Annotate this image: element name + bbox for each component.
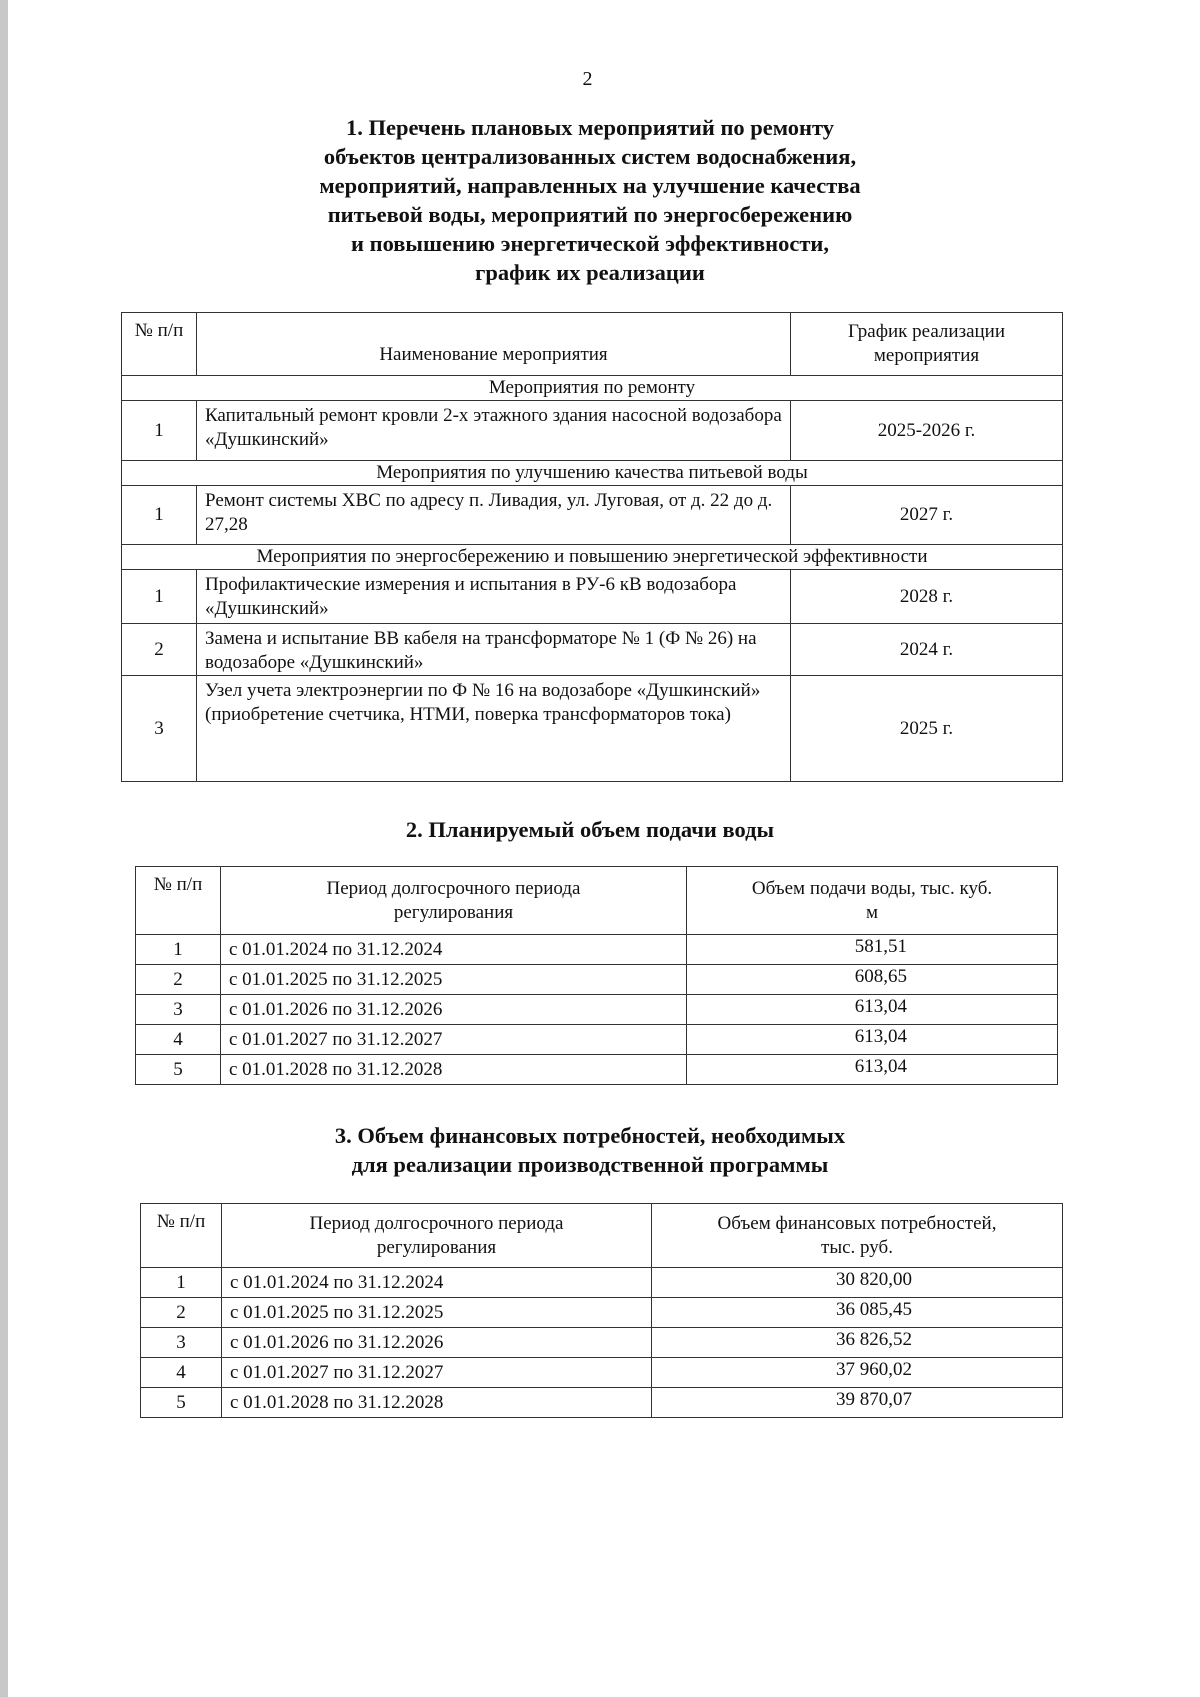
schedule: 2025 г. [791,676,1063,782]
value: 613,04 [687,1055,1058,1085]
row-number: 5 [136,1055,221,1085]
column-header: № п/п [141,1204,222,1268]
period: с 01.01.2028 по 31.12.2028 [222,1388,652,1418]
table-row [136,1055,1058,1085]
table-row [136,995,1058,1025]
row-number: 1 [136,935,221,965]
period: с 01.01.2027 по 31.12.2027 [222,1358,652,1388]
activity-name: Узел учета электроэнергии по Ф № 16 на водозаборе «Душкинский» (приобретение счетчика, НТМИ, поверка трансформаторов тока) [197,676,791,782]
period: с 01.01.2028 по 31.12.2028 [221,1055,687,1085]
header-row [141,1204,1063,1268]
schedule: 2024 г. [791,624,1063,676]
row-number: 5 [141,1388,222,1418]
row-number: 3 [122,676,197,782]
group-row [122,376,1063,401]
table-row [136,935,1058,965]
row-number: 2 [136,965,221,995]
period: с 01.01.2026 по 31.12.2026 [221,995,687,1025]
row-number: 1 [122,486,197,545]
page-number: 2 [582,68,593,90]
value: 613,04 [687,1025,1058,1055]
activity-name: Капитальный ремонт кровли 2-х этажного здания насосной водозабора «Душкинский» [197,401,791,461]
period: с 01.01.2025 по 31.12.2025 [221,965,687,995]
column-header: № п/п [122,313,197,376]
row-number: 4 [136,1025,221,1055]
group-row [122,461,1063,486]
group-title: Мероприятия по энергосбережению и повышению энергетической эффективности [122,545,1063,570]
row-number: 3 [136,995,221,1025]
value: 581,51 [687,935,1058,965]
title-line: объектов централизованных систем водоснабжения, [323,144,857,169]
section1-table [121,312,1063,782]
row-number: 3 [141,1328,222,1358]
table-row [141,1388,1063,1418]
table-row [122,570,1063,624]
table-row [141,1328,1063,1358]
period: с 01.01.2024 по 31.12.2024 [221,935,687,965]
value: 608,65 [687,965,1058,995]
header-row [136,867,1058,935]
schedule: 2025-2026 г. [791,401,1063,461]
title-line: 1. Перечень плановых мероприятий по ремонту [345,115,835,140]
column-header: График реализации мероприятия [791,313,1063,376]
value: 30 820,00 [652,1268,1063,1298]
row-number: 1 [122,570,197,624]
schedule: 2028 г. [791,570,1063,624]
section3-table [140,1203,1063,1418]
value: 613,04 [687,995,1058,1025]
value: 36 085,45 [652,1298,1063,1328]
title-line: питьевой воды, мероприятий по энергосбережению [327,202,853,227]
table-row [141,1358,1063,1388]
period: с 01.01.2025 по 31.12.2025 [222,1298,652,1328]
column-header: Период долгосрочного периода регулирования [221,867,687,935]
period: с 01.01.2024 по 31.12.2024 [222,1268,652,1298]
table-row [141,1268,1063,1298]
column-header: № п/п [136,867,221,935]
table-row [122,401,1063,461]
column-header: Объем подачи воды, тыс. куб. м [687,867,1058,935]
table-row [136,965,1058,995]
activity-name: Ремонт системы ХВС по адресу п. Ливадия, ул. Луговая, от д. 22 до д. 27,28 [197,486,791,545]
value: 39 870,07 [652,1388,1063,1418]
period: с 01.01.2027 по 31.12.2027 [221,1025,687,1055]
table-row [136,1025,1058,1055]
row-number: 2 [122,624,197,676]
row-number: 1 [141,1268,222,1298]
activity-name: Замена и испытание ВВ кабеля на трансформаторе № 1 (Ф № 26) на водозаборе «Душкинский» [197,624,791,676]
schedule: 2027 г. [791,486,1063,545]
table-row [122,676,1063,782]
row-number: 4 [141,1358,222,1388]
section2-title: 2. Планируемый объем подачи воды [405,817,775,842]
group-row [122,545,1063,570]
table-row [141,1298,1063,1328]
activity-name: Профилактические измерения и испытания в РУ-6 кВ водозабора «Душкинский» [197,570,791,624]
column-header: Объем финансовых потребностей, тыс. руб. [652,1204,1063,1268]
title-line: мероприятий, направленных на улучшение качества [319,173,861,198]
column-header: Наименование мероприятия [197,313,791,376]
table-row [122,486,1063,545]
title-line: и повышению энергетической эффективности, [351,231,829,256]
title-line: 3. Объем финансовых потребностей, необходимых [334,1123,846,1148]
value: 37 960,02 [652,1358,1063,1388]
row-number: 2 [141,1298,222,1328]
group-title: Мероприятия по ремонту [122,376,1063,401]
title-line: график их реализации [475,260,705,285]
row-number: 1 [122,401,197,461]
column-header: Период долгосрочного периода регулирования [222,1204,652,1268]
period: с 01.01.2026 по 31.12.2026 [222,1328,652,1358]
title-line: для реализации производственной программы [351,1152,829,1177]
group-title: Мероприятия по улучшению качества питьевой воды [122,461,1063,486]
value: 36 826,52 [652,1328,1063,1358]
table-row [122,624,1063,676]
section2-table [135,866,1058,1085]
header-row [122,313,1063,376]
